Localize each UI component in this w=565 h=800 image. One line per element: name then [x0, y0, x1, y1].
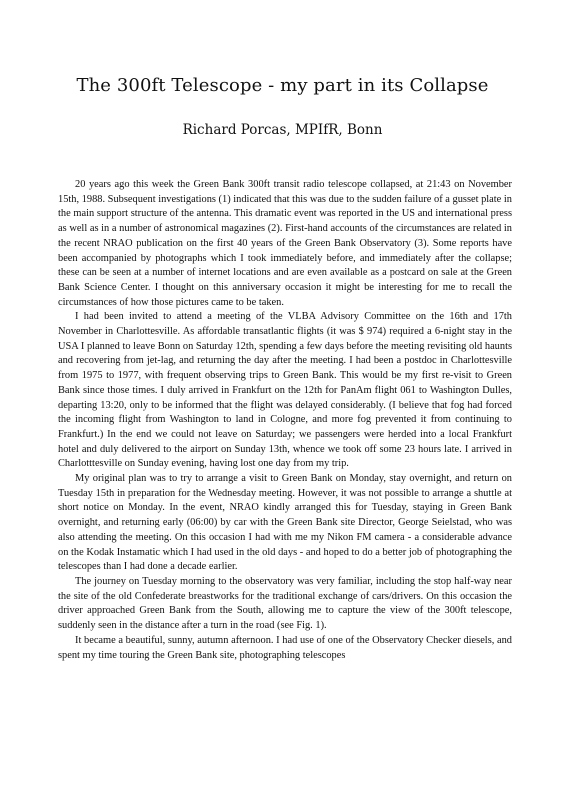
paper-title: The 300ft Telescope - my part in its Collapse: [76, 75, 489, 96]
paragraph-3: My original plan was to try to arrange a visit to Green Bank on Monday, stay overnight, and return on Tuesday 15th in preparation for the Wednesday meeting. However, it was not possible to arrange a shuttle at short notice on Monday. In the event, NRAO kindly arranged this for Tuesday, staying in Green Bank overnight, and returning early (06:00) by car with the Green Bank site Director, George Seielstad, who was also attending the meeting. On this occasion I had with me my Nikon FM camera - a considerable advance on the Kodak Instamatic which I had used in the old days - and hoped to do a better job of photographing the telescopes than I had done a decade earlier.: [58, 473, 512, 573]
paragraph-5: It became a beautiful, sunny, autumn afternoon. I had use of one of the Observatory Checker diesels, and spent my time touring the Green Bank site, photographing telescopes: [58, 634, 512, 661]
paragraph-2: I had been invited to attend a meeting of the VLBA Advisory Committee on the 16th and 17th November in Charlottesville. As affordable transatlantic flights (it was $ 974) required a 6-night stay in the USA I planned to leave Bonn on Saturday 12th, spending a few days before the meeting revisiting old haunts and recovering from jet-lag, and returning the day after the meeting. I had been a postdoc in Charlottesville from 1975 to 1977, with frequent observing trips to Green Bank. This would be my first re-visit to Green Bank since those times. I duly arrived in Frankfurt on the 12th for PanAm flight 061 to Washington Dulles, departing 13:20, only to be informed that the flight was delayed considerably. (I believe that fog had forced the incoming flight from Washington to land in Cologne, and more fog prevented it from continuing to Frankfurt.) In the end we could not leave on Saturday; we passengers were herded into a local Frankfurt hotel and duly delivered to the airport on Sunday 13th, whence we took off some 23 hours late. I arrived in Charlotttesville on Sunday evening, having lost one day from my trip.: [58, 311, 512, 470]
paragraph-4: The journey on Tuesday morning to the observatory was very familiar, including the stop half-way near the site of the old Confederate breastworks for the traditional exchange of cars/drivers. On this occasion the driver approached Green Bank from the South, allowing me to capture the view of the 300ft telescope, suddenly seen in the distance after a turn in the road (see Fig. 1).: [58, 575, 512, 632]
paragraph-1: 20 years ago this week the Green Bank 300ft transit radio telescope collapsed, at 21:43 on November 15th, 1988. Subsequent investigations (1) indicated that this was due to the sudden failure of a gusset plate in the main support structure of the antenna. This dramatic event was reported in the US and international press as well as in a number of astronomical magazines (2). First-hand accounts of the circumstances are related in the recent NRAO publication on the first 40 years of the Green Bank Observatory (3). Some reports have been accompanied by photographs which I took immediately before, and immediately after the collapse; these can be seen at a number of internet locations and are even available as a postcard on sale at the Green Bank Science Center. I thought on this anniversary occasion it might be interesting for me to recall the circumstances of how those pictures came to be taken.: [58, 179, 512, 308]
author-line: Richard Porcas, MPIfR, Bonn: [182, 122, 383, 138]
body-text: [58, 178, 512, 663]
